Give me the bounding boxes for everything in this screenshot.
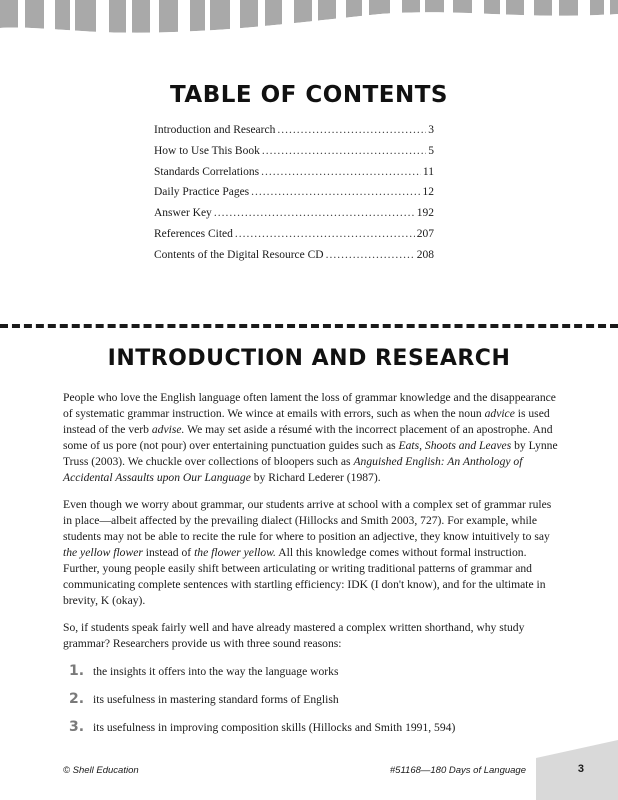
toc-entry-label: References Cited (154, 227, 233, 240)
toc-leader-dots (235, 228, 415, 240)
toc-title: TABLE OF CONTENTS (170, 82, 448, 108)
toc-entry[interactable] (154, 249, 434, 270)
list-number: 1. (69, 663, 85, 679)
header-stripe-banner (0, 0, 618, 48)
toc-entry-page: 5 (428, 144, 434, 157)
toc-entry[interactable] (154, 124, 434, 145)
toc-entry-page: 208 (416, 248, 434, 261)
toc-list (154, 124, 434, 270)
toc-leader-dots (277, 124, 426, 136)
section-divider (0, 324, 618, 328)
reasons-list (63, 663, 563, 747)
toc-entry-page: 11 (422, 165, 434, 178)
intro-body (63, 390, 563, 747)
page-number: 3 (577, 763, 584, 775)
toc-entry[interactable] (154, 145, 434, 166)
toc-entry[interactable] (154, 166, 434, 187)
list-item (63, 663, 563, 691)
toc-entry-label: Daily Practice Pages (154, 186, 250, 199)
list-item-text: its usefulness in improving composition skills (Hillocks and Smith 1991, 594) (93, 721, 456, 734)
list-item (63, 691, 563, 719)
toc-entry[interactable] (154, 228, 434, 249)
toc-leader-dots (214, 207, 415, 219)
toc-entry-label: Introduction and Research (154, 124, 276, 136)
footer-copyright: © Shell Education (63, 765, 139, 776)
toc-entry[interactable] (154, 186, 434, 207)
toc-leader-dots (262, 145, 426, 157)
intro-paragraph-2: Even though we worry about grammar, our students arrive at school with a complex set of grammar rules in place—albeit affected by the prevailing dialect (Hillocks and Smith 2003, 727). For example, while students may not be able to recite the rule for where to position an adjective, they know intuitively to say the yellow flower instead of the flower yellow. All this knowledge comes without formal instruction. Further, young people easily shift between articulating or writing traditional patterns of grammar and communicating complete sentences with startling efficiency: IDK (I don't know), and for the ultimate in brevity, K (okay). (63, 498, 552, 607)
list-item-text: the insights it offers into the way the language works (93, 665, 339, 678)
intro-paragraph-3: So, if students speak fairly well and have already mastered a complex written shorthand, why study grammar? Researchers provide us with three sound reasons: (63, 621, 525, 650)
toc-entry-page: 207 (416, 227, 434, 240)
toc-entry-label: Contents of the Digital Resource CD (154, 248, 324, 261)
list-item-text: its usefulness in mastering standard forms of English (93, 693, 339, 706)
toc-leader-dots (251, 186, 420, 198)
toc-entry-page: 12 (422, 186, 434, 199)
toc-leader-dots (326, 249, 415, 261)
toc-entry-label: Answer Key (154, 207, 212, 220)
list-number: 3. (69, 719, 85, 735)
footer-product: #51168—180 Days of Language (389, 765, 526, 776)
intro-title: INTRODUCTION AND RESEARCH (107, 346, 511, 371)
toc-entry-label: Standards Correlations (154, 165, 260, 178)
list-number: 2. (69, 691, 85, 707)
toc-entry-page: 192 (416, 207, 434, 220)
intro-paragraph-1: People who love the English language often lament the loss of grammar knowledge and the disappearance of systematic grammar instruction. We wince at emails with errors, such as when the noun advice is used instead of the verb advise. We may set aside a résumé with the incorrect placement of an apostrophe. And some of us pore (not pour) over entertaining punctuation guides such as Eats, Shoots and Leaves by Lynne Truss (2003). We chuckle over collections of bloopers such as Anguished English: An Anthology of Accidental Assaults upon Our Language by Richard Lederer (1987). (63, 391, 558, 484)
toc-entry-page: 3 (428, 124, 434, 136)
list-item (63, 719, 563, 747)
toc-leader-dots (261, 166, 421, 178)
toc-entry[interactable] (154, 207, 434, 228)
toc-entry-label: How to Use This Book (154, 144, 260, 157)
